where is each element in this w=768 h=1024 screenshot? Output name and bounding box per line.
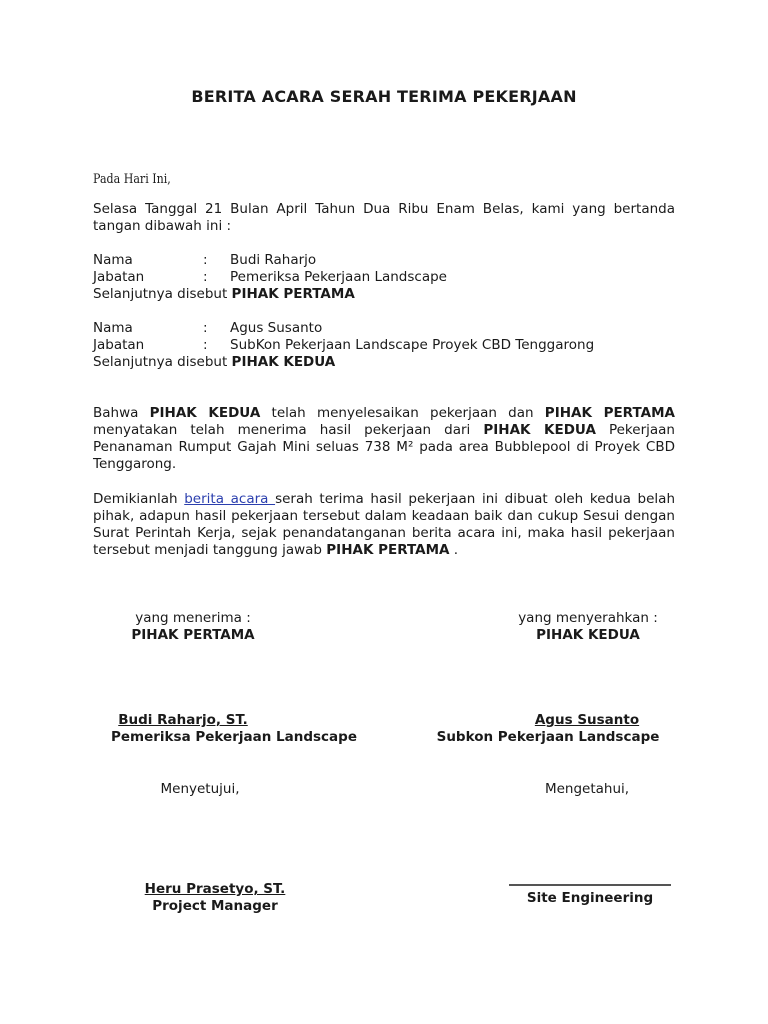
giver-name: Agus Susanto [534,712,640,728]
receiver-party: PIHAK PERTAMA [131,627,255,643]
receiver-caption-block [93,610,293,644]
designation-party: PIHAK PERTAMA [231,286,355,302]
nama-value: Budi Raharjo [230,252,317,268]
approver-position: Project Manager [152,898,278,914]
receiver-position: Pemeriksa Pekerjaan Landscape [111,729,357,745]
nama-value: Agus Susanto [230,320,323,336]
colon: : [203,252,208,268]
text: Demikianlah [93,491,185,507]
designation-prefix: Selanjutnya disebut [93,286,232,302]
approver-caption: Menyetujui, [160,781,240,797]
colon: : [203,269,208,285]
receiver-signature-block [88,712,380,746]
berita-acara-link[interactable]: berita acara [184,491,276,507]
text: telah menyelesaikan pekerjaan dan [260,405,545,421]
giver-position: Subkon Pekerjaan Landscape [436,729,660,745]
party-one-designation [93,286,675,303]
text: serah terima hasil pekerjaan ini dibuat oleh kedua belah pihak, adapun hasil pekerjaan tersebut dalam keadaan baik dan cukup Sesui dengan Surat Perintah Kerja, sejak penandatanganan berita acara ini, maka hasil pekerjaan tersebut menjadi tanggung jawab [93,491,675,558]
bold-party: PIHAK KEDUA [483,422,596,438]
acknowledger-caption: Mengetahui, [544,781,630,797]
party-one-jabatan-row [93,269,675,286]
bold-party: PIHAK PERTAMA [326,542,450,558]
bold-party: PIHAK PERTAMA [544,405,675,421]
document-title: BERITA ACARA SERAH TERIMA PEKERJAAN [191,87,577,106]
paragraph-completion [93,405,675,473]
designation-party: PIHAK KEDUA [231,354,336,370]
party-two-jabatan-row [93,337,675,354]
approver-signature-block [115,881,315,915]
jabatan-value: SubKon Pekerjaan Landscape Proyek CBD Tenggarong [230,337,595,353]
approver-name: Heru Prasetyo, ST. [144,881,286,897]
party-two-nama-row [93,320,675,337]
designation-prefix: Selanjutnya disebut [93,354,232,370]
party-two-block [93,320,675,371]
bold-party: PIHAK KEDUA [149,405,261,421]
receiver-name: Budi Raharjo, ST. [118,712,248,728]
nama-label: Nama [93,320,133,336]
text: Bahwa [93,405,150,421]
party-one-block [93,252,675,303]
text: Pekerjaan Penanaman Rumput Gajah Mini seluas 738 M² pada area Bubblepool di Proyek CBD Tenggarong. [93,422,675,472]
giver-caption-block [488,610,688,644]
jabatan-label: Jabatan [93,337,145,353]
text: menyatakan telah menerima hasil pekerjaan dari [93,422,484,438]
date-sentence: Selasa Tanggal 21 Bulan April Tahun Dua Ribu Enam Belas, kami yang bertanda tangan dibawah ini : [93,201,675,234]
blank-signature-line [509,884,671,886]
party-two-designation [93,354,675,371]
opening-line: Pada Hari Ini, [93,172,171,187]
giver-signature-block [414,712,682,746]
paragraph-closing [93,491,675,559]
colon: : [203,337,208,353]
party-one-nama-row [93,252,675,269]
text: . [449,542,459,558]
acknowledger-signature-block [500,884,680,907]
giver-party: PIHAK KEDUA [536,627,640,643]
jabatan-label: Jabatan [93,269,145,285]
giver-caption: yang menyerahkan : [518,610,658,626]
jabatan-value: Pemeriksa Pekerjaan Landscape [230,269,447,285]
nama-label: Nama [93,252,133,268]
receiver-caption: yang menerima : [135,610,251,626]
colon: : [203,320,208,336]
acknowledger-position: Site Engineering [526,890,654,906]
